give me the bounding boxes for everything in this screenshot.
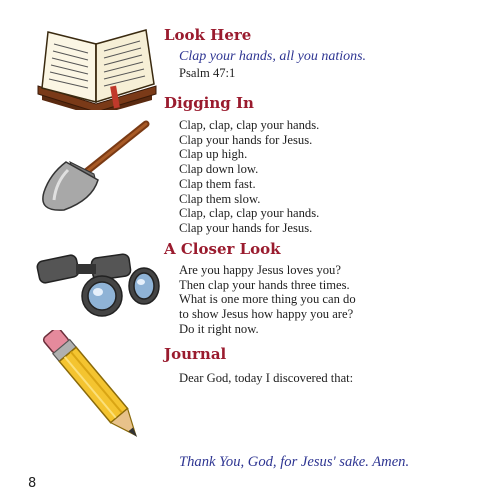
text-line: Clap, clap, clap your hands. [179,206,320,221]
text-line: Clap down low. [179,162,259,177]
text-line: Clap your hands for Jesus. [179,132,313,147]
text-line: Clap them fast. [179,176,256,191]
closer-look-text [179,263,356,337]
journal-prompt [179,371,353,386]
pencil-icon [32,330,160,446]
text-line: Clap them slow. [179,191,261,206]
text-line: What is one more thing you can do [179,292,356,307]
text-line: Dear God, today I discovered that: [179,371,354,385]
page-number: 8 [28,476,37,491]
scripture-reference: Psalm 47:1 [179,66,236,80]
text-line: Clap, clap, clap your hands. [179,118,320,132]
text-line: Clap up high. [179,147,248,162]
section-heading-journal: Journal [164,345,227,363]
bible-icon [34,24,160,110]
scripture-verse: Clap your hands, all you nations. [179,49,367,64]
text-line: Do it right now. [179,321,259,336]
shovel-icon [34,118,160,214]
section-heading-a-closer-look: A Closer Look [164,240,281,258]
text-line: to show Jesus how happy you are? [179,307,354,322]
binoculars-icon [32,248,160,320]
section-heading-look-here: Look Here [164,26,252,44]
digging-in-text [179,118,319,236]
text-line: Then clap your hands three times. [179,277,350,292]
text-line: Clap your hands for Jesus. [179,220,313,235]
closing-prayer: Thank You, God, for Jesus' sake. Amen. [179,454,410,470]
section-heading-digging-in: Digging In [164,94,254,112]
text-line: Are you happy Jesus loves you? [179,263,341,277]
